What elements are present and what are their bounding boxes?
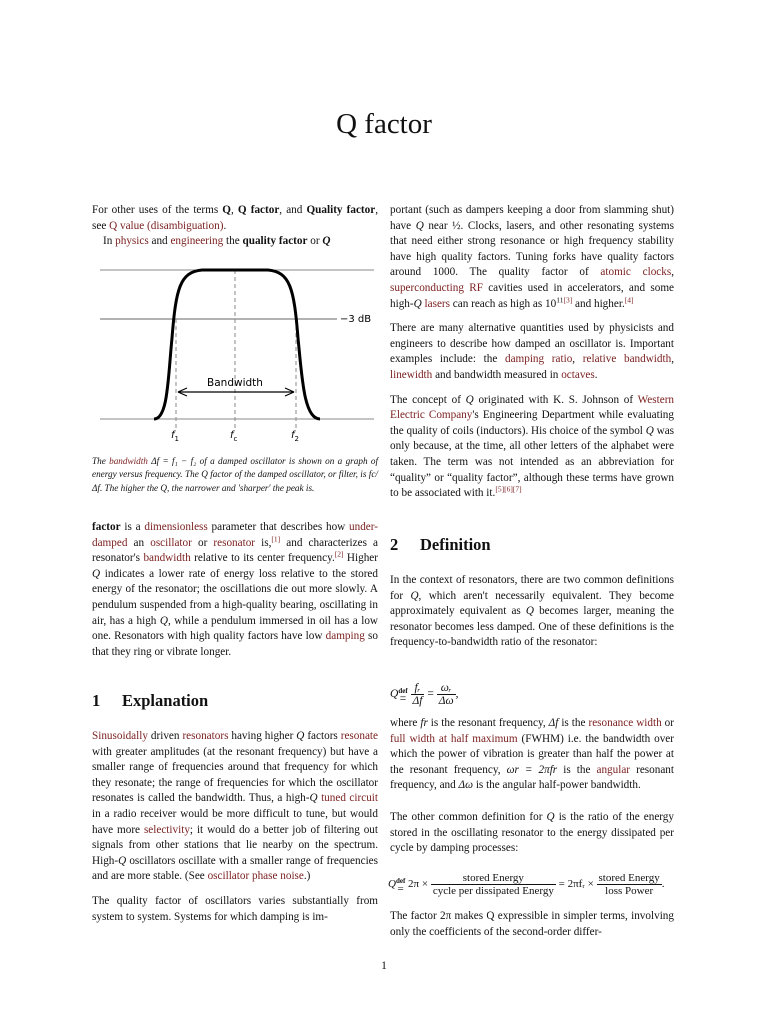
section-2-heading: 2 Definition [390, 535, 491, 554]
western-electric-link[interactable]: Western Electric Company [390, 393, 675, 422]
definition-intro: In the context of resonators, there are two common definitions for Q, which aren't necessarily equivalent. They become approximately equivalent as Q becomes larger, meaning the resonator becomes less damped. One of these definitions is the frequency-to-bandwidth ratio of the resonator: [390, 574, 674, 649]
explanation-column [92, 729, 378, 934]
explanation-paragraph: Sinusoidally driven resonators having higher Q factors resonate with greater amplitudes (at the resonant frequency) but have a smaller range of frequencies around that frequency for which they resonate; the range of frequencies for which the oscillator resonates is called the bandwidth. Thus, a high-Q tuned circuit in a radio receiver would be more difficult to tune, but would have more selectivity; it would do a better job of filtering out signals from other stations that lie nearby on the spectrum. High-Q oscillators oscillate with a smaller range of frequencies and are more stable. (See oscillator phase noise.) [92, 730, 378, 883]
disambiguation-link[interactable]: Q value (disambiguation) [109, 219, 224, 232]
dimensionless-link[interactable]: dimensionless [144, 521, 208, 533]
ref-2[interactable]: [2] [334, 549, 344, 559]
right-column-top [390, 203, 674, 511]
resonate-link[interactable]: resonate [340, 730, 378, 742]
bandwidth-label: Bandwidth [207, 377, 263, 389]
superconducting-rf-link[interactable]: superconducting RF [390, 281, 483, 294]
under-damped-link[interactable]: under-damped [92, 521, 378, 549]
phase-noise-link[interactable]: oscillator phase noise [207, 870, 304, 883]
section-1-heading: 1 Explanation [92, 691, 209, 710]
page-number: 1 [381, 960, 387, 972]
history-paragraph: The concept of Q originated with K. S. Johnson of Western Electric Company's Engineering Department while evaluating the quality of coils (inductors). His choice of the symbol Q was only because, at the time, all other letters of the alphabet were taken. The term was not intended as an abbreviation for “quality” or “quality factor”, although these terms have grown to be associated with it.[5][6][7] [390, 393, 675, 500]
resonance-width-link[interactable]: resonance width [588, 717, 662, 729]
lasers-link[interactable]: lasers [424, 297, 450, 310]
explanation-paragraph-2: The quality factor of oscillators varies substantially from system to system. Systems for which damping is im- [92, 894, 378, 923]
q-values-paragraph: portant (such as dampers keeping a door from slamming shut) have Q near ½. Clocks, lasers, and other resonating systems that need either strong resonance or high frequency stability have high quality factors. Tuning forks have quality factors around 1000. The quality factor of atomic clocks, superconducting RF cavities used in accelerators, and some high-Q lasers can reach as high as $10^{11[3]}$ and higher.[4] [390, 204, 674, 310]
damping-ratio-link[interactable]: damping ratio [504, 353, 573, 366]
page-title: Q factor [336, 108, 432, 140]
resonators-link[interactable]: resonators [182, 730, 229, 742]
equation-2: Q def = 2π × $\frac{\text{stored Energy}}{\text{cycle per dissipated Energy}}$ = 2πfᵣ × $\frac{\text{stored Energy}}{\text{loss Power}}$ . [388, 872, 665, 897]
lead-line: In physics and engineering the quality factor or Q [103, 235, 331, 248]
equation-1: Q def = $\frac{\text{fᵣ}}{\Delta f}$ = $\frac{\text{ωᵣ}}{\Delta\omega}$ , [390, 682, 459, 707]
ref-3[interactable]: [3] [563, 294, 573, 304]
alternatives-paragraph: There are many alternative quantities used by physicists and engineers to describe how damped an oscillator is. Important examples include: the damping ratio, relative bandwidth, linewidth and bandwidth measured in octaves. [390, 322, 675, 381]
octaves-link[interactable]: octaves [561, 368, 595, 381]
bandwidth-figure [92, 258, 382, 448]
refs-5-6-7[interactable]: [5][6][7] [495, 484, 522, 494]
response-curve [154, 270, 320, 419]
angular-link[interactable]: angular [596, 763, 631, 776]
f1-label: $f_1$ [171, 430, 179, 443]
f2-label: $f_2$ [291, 430, 299, 443]
ref-1[interactable]: [1] [271, 533, 281, 543]
hatnote: For other uses of the terms Q, Q factor, and Quality factor, see Q value (disambiguation). [92, 204, 378, 232]
ref-4[interactable]: [4] [624, 294, 634, 304]
engineering-link[interactable]: engineering [170, 235, 224, 248]
tuned-circuit-link[interactable]: tuned circuit [321, 792, 378, 805]
damping-link[interactable]: damping [325, 630, 365, 643]
fwhm-link[interactable]: full width at half maximum [390, 732, 518, 745]
figure-caption: The bandwidth Δf = f₁ − f₂ of a damped oscillator is shown on a graph of energy versus frequency. The Q factor of the damped oscillator, or filter, is fc/Δf. The higher the Q, the narrower and 'sharper' the peak is. [92, 456, 378, 493]
energy-definition-paragraph: The other common definition for Q is the ratio of the energy stored in the oscillating resonator to the energy dissipated per cycle by damping processes: [390, 811, 674, 855]
linewidth-link[interactable]: linewidth [390, 368, 433, 381]
caption-bandwidth-link[interactable]: bandwidth [109, 456, 148, 466]
db-label: −3 dB [340, 314, 372, 325]
resonator-link[interactable]: resonator [213, 536, 256, 549]
atomic-clocks-link[interactable]: atomic clocks [600, 266, 672, 279]
oscillator-link[interactable]: oscillator [150, 536, 192, 549]
bandwidth-link[interactable]: bandwidth [143, 552, 191, 565]
physics-link[interactable]: physics [115, 235, 149, 248]
left-column-top [92, 203, 378, 250]
definition-where-paragraph: where fr is the resonant frequency, Δf is the resonance width or full width at half maximum (FWHM) i.e. the bandwidth over which the power of vibration is greater than half the power at the resonant frequency, ωr = 2πfr is the angular resonant frequency, and Δω is the angular half-power bandwidth. [390, 717, 675, 792]
selectivity-link[interactable]: selectivity [143, 823, 190, 836]
intro-paragraph: factor is a dimensionless parameter that describes how under-damped an oscillator or resonator is,[1] and characterizes a resonator's bandwidth relative to its center frequency.[2] Higher Q indicates a lower rate of energy loss relative to the stored energy of the resonator; the oscillations die out more slowly. A pendulum suspended from a high-quality bearing, oscillating in air, has a high Q, while a pendulum immersed in oil has a low one. Resonators with high quality factors have low damping so that they ring or vibrate longer. [92, 521, 379, 658]
relative-bandwidth-link[interactable]: relative bandwidth [582, 353, 672, 366]
fc-label: $f_c$ [230, 430, 238, 443]
factor-2pi-paragraph: The factor 2π makes Q expressible in simpler terms, involving only the coefficients of the second-order differ- [390, 910, 674, 938]
sinusoidally-link[interactable]: Sinusoidally [92, 730, 148, 742]
